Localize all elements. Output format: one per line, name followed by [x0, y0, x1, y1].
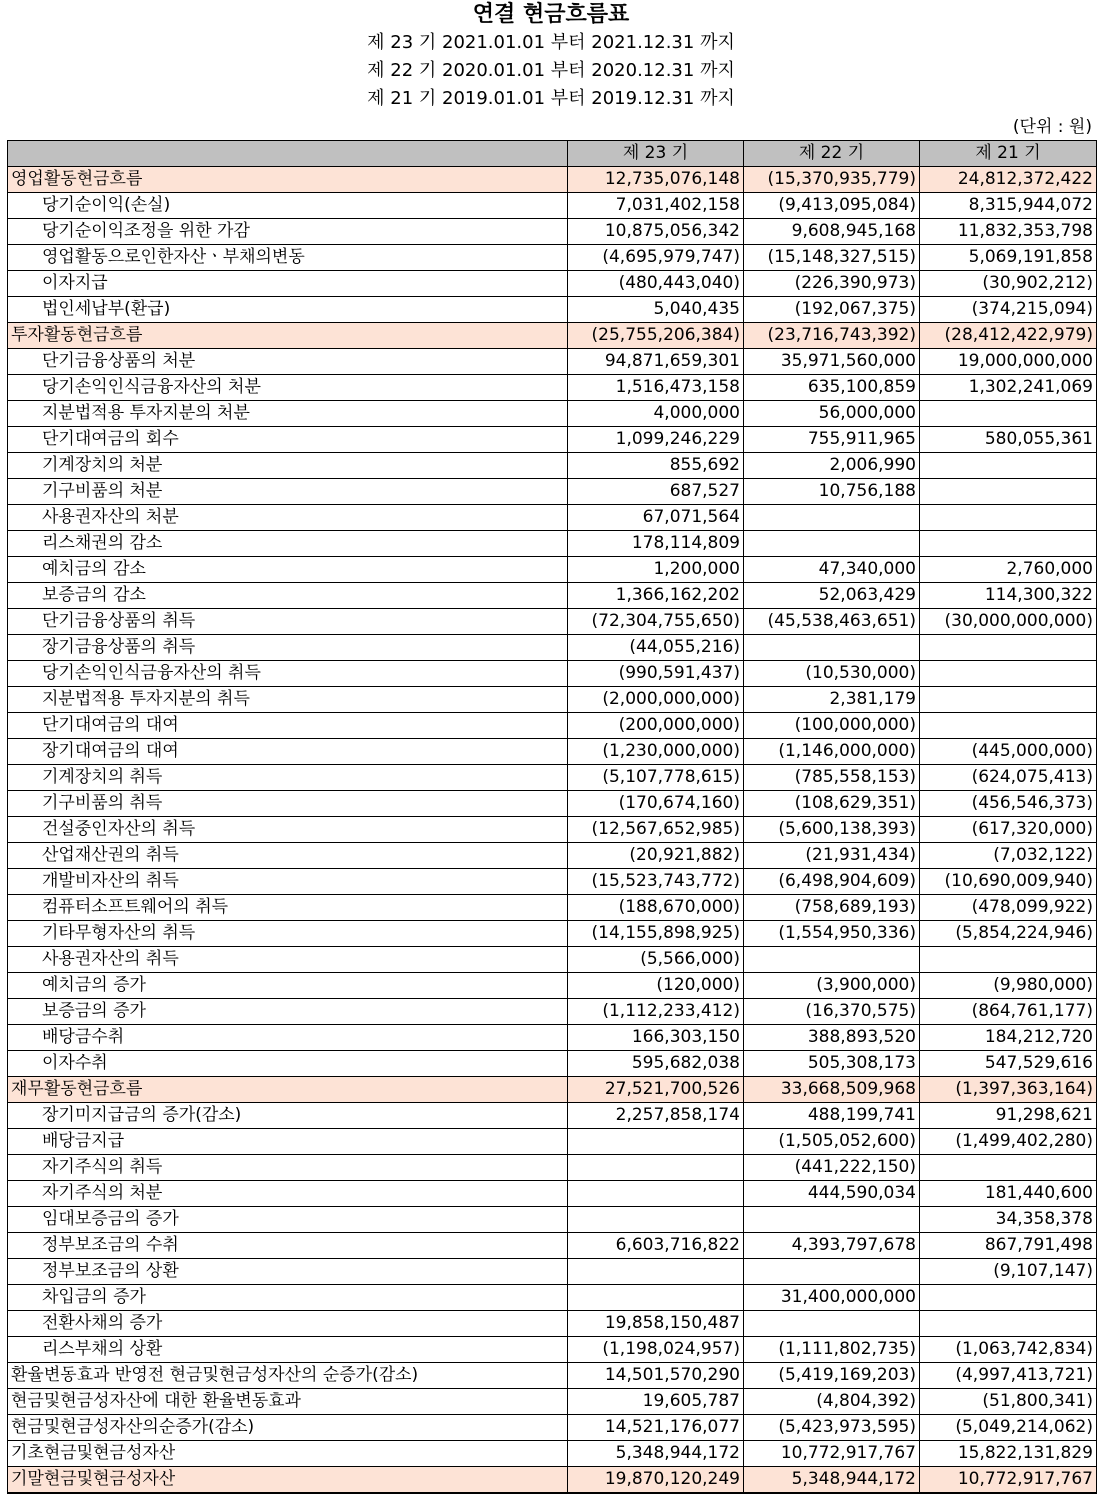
period-22-value: (1,146,000,000) — [744, 739, 920, 765]
period-21-value: (5,854,224,946) — [920, 921, 1097, 947]
table-row — [8, 479, 1097, 505]
period-23-value: (5,566,000) — [568, 947, 744, 973]
table-row — [8, 297, 1097, 323]
period-23-value — [568, 1207, 744, 1233]
row-label: 컴퓨터소프트웨어의 취득 — [8, 895, 568, 921]
row-label: 영업활동현금흐름 — [8, 167, 568, 193]
period-21-value — [920, 479, 1097, 505]
period-21-value — [920, 661, 1097, 687]
period-23-value: (5,107,778,615) — [568, 765, 744, 791]
row-label: 정부보조금의 수취 — [8, 1233, 568, 1259]
period-23-value — [568, 1155, 744, 1181]
period-23-value: (4,695,979,747) — [568, 245, 744, 271]
table-row — [8, 1337, 1097, 1363]
period-21-value: (374,215,094) — [920, 297, 1097, 323]
row-label: 배당금지급 — [8, 1129, 568, 1155]
row-label: 기계장치의 취득 — [8, 765, 568, 791]
period-23-value: (480,443,040) — [568, 271, 744, 297]
period-21-value: (9,107,147) — [920, 1259, 1097, 1285]
period-21-value — [920, 531, 1097, 557]
row-label: 차입금의 증가 — [8, 1285, 568, 1311]
period-21-value: 580,055,361 — [920, 427, 1097, 453]
period-22-value: 2,006,990 — [744, 453, 920, 479]
row-label: 현금및현금성자산에 대한 환율변동효과 — [8, 1389, 568, 1415]
period-23-value: 19,858,150,487 — [568, 1311, 744, 1337]
total-row — [8, 1441, 1097, 1467]
row-label: 지분법적용 투자지분의 처분 — [8, 401, 568, 427]
period-22-value: (9,413,095,084) — [744, 193, 920, 219]
period-23-value: (990,591,437) — [568, 661, 744, 687]
period-21-value: (4,997,413,721) — [920, 1363, 1097, 1389]
row-label: 기계장치의 처분 — [8, 453, 568, 479]
table-row — [8, 219, 1097, 245]
period-21-value: (478,099,922) — [920, 895, 1097, 921]
table-body — [8, 167, 1097, 1494]
row-label: 장기대여금의 대여 — [8, 739, 568, 765]
table-row — [8, 947, 1097, 973]
period-23-value: 14,501,570,290 — [568, 1363, 744, 1389]
period-22-value: (192,067,375) — [744, 297, 920, 323]
period-22-value: 388,893,520 — [744, 1025, 920, 1051]
column-header-22: 제 22 기 — [744, 141, 920, 167]
period-22-value: (226,390,973) — [744, 271, 920, 297]
period-21-value: (1,397,363,164) — [920, 1077, 1097, 1103]
table-row — [8, 973, 1097, 999]
period-22-value — [744, 505, 920, 531]
period-22-value: (108,629,351) — [744, 791, 920, 817]
column-header-21: 제 21 기 — [920, 141, 1097, 167]
table-row — [8, 609, 1097, 635]
row-label: 당기손익인식금융자산의 취득 — [8, 661, 568, 687]
period-21-value — [920, 1311, 1097, 1337]
period-22-value: 635,100,859 — [744, 375, 920, 401]
table-row — [8, 739, 1097, 765]
period-22-value: (10,530,000) — [744, 661, 920, 687]
period-21-value — [920, 505, 1097, 531]
period-23-value: 166,303,150 — [568, 1025, 744, 1051]
table-row — [8, 791, 1097, 817]
table-row — [8, 349, 1097, 375]
period-22-value: 505,308,173 — [744, 1051, 920, 1077]
row-label: 기말현금및현금성자산 — [8, 1467, 568, 1494]
period-22-value: (1,505,052,600) — [744, 1129, 920, 1155]
period-line-23: 제 23 기 2021.01.01 부터 2021.12.31 까지 — [367, 32, 735, 53]
period-22-value: (16,370,575) — [744, 999, 920, 1025]
period-23-value: 855,692 — [568, 453, 744, 479]
period-23-value — [568, 1129, 744, 1155]
period-22-value: (15,370,935,779) — [744, 167, 920, 193]
period-21-value — [920, 687, 1097, 713]
table-row — [8, 1207, 1097, 1233]
page-title: 연결 현금흐름표 — [472, 2, 630, 27]
table-row — [8, 505, 1097, 531]
table-row — [8, 531, 1097, 557]
table-row — [8, 999, 1097, 1025]
period-23-value: 12,735,076,148 — [568, 167, 744, 193]
period-21-value: 11,832,353,798 — [920, 219, 1097, 245]
period-23-value: (44,055,216) — [568, 635, 744, 661]
period-22-value: (4,804,392) — [744, 1389, 920, 1415]
period-23-value: 10,875,056,342 — [568, 219, 744, 245]
period-22-value: 56,000,000 — [744, 401, 920, 427]
period-21-value: (624,075,413) — [920, 765, 1097, 791]
period-21-value: 547,529,616 — [920, 1051, 1097, 1077]
period-23-value: (72,304,755,650) — [568, 609, 744, 635]
period-21-value: 8,315,944,072 — [920, 193, 1097, 219]
row-label: 개발비자산의 취득 — [8, 869, 568, 895]
period-21-value: (864,761,177) — [920, 999, 1097, 1025]
period-23-value: 19,605,787 — [568, 1389, 744, 1415]
period-23-value: (14,155,898,925) — [568, 921, 744, 947]
period-23-value: 19,870,120,249 — [568, 1467, 744, 1494]
period-23-value: (25,755,206,384) — [568, 323, 744, 349]
period-22-value: (441,222,150) — [744, 1155, 920, 1181]
period-22-value: 33,668,509,968 — [744, 1077, 920, 1103]
table-row — [8, 583, 1097, 609]
table-row — [8, 427, 1097, 453]
row-label: 사용권자산의 처분 — [8, 505, 568, 531]
table-row — [8, 895, 1097, 921]
section-row — [8, 167, 1097, 193]
period-22-value: 10,772,917,767 — [744, 1441, 920, 1467]
row-label: 재무활동현금흐름 — [8, 1077, 568, 1103]
table-row — [8, 843, 1097, 869]
row-label: 임대보증금의 증가 — [8, 1207, 568, 1233]
period-21-value: (30,902,212) — [920, 271, 1097, 297]
period-line-21: 제 21 기 2019.01.01 부터 2019.12.31 까지 — [367, 88, 735, 109]
period-21-value: (30,000,000,000) — [920, 609, 1097, 635]
row-label: 기초현금및현금성자산 — [8, 1441, 568, 1467]
period-21-value: (10,690,009,940) — [920, 869, 1097, 895]
table-row — [8, 1103, 1097, 1129]
table-row — [8, 401, 1097, 427]
period-21-value: (1,499,402,280) — [920, 1129, 1097, 1155]
period-23-value — [568, 1181, 744, 1207]
period-23-value — [568, 1285, 744, 1311]
period-23-value — [568, 1259, 744, 1285]
period-23-value: 1,200,000 — [568, 557, 744, 583]
table-row — [8, 245, 1097, 271]
row-label: 환율변동효과 반영전 현금및현금성자산의 순증가(감소) — [8, 1363, 568, 1389]
row-label: 장기미지급금의 증가(감소) — [8, 1103, 568, 1129]
row-label: 당기손익인식금융자산의 처분 — [8, 375, 568, 401]
column-header-item — [8, 141, 568, 167]
period-22-value: 10,756,188 — [744, 479, 920, 505]
column-header-23: 제 23 기 — [568, 141, 744, 167]
row-label: 보증금의 감소 — [8, 583, 568, 609]
period-22-value: (23,716,743,392) — [744, 323, 920, 349]
period-22-value: (1,111,802,735) — [744, 1337, 920, 1363]
row-label: 이자수취 — [8, 1051, 568, 1077]
period-21-value — [920, 453, 1097, 479]
table-header-row — [8, 141, 1097, 167]
period-23-value: 1,099,246,229 — [568, 427, 744, 453]
period-22-value: 4,393,797,678 — [744, 1233, 920, 1259]
period-22-value: (100,000,000) — [744, 713, 920, 739]
row-label: 건설중인자산의 취득 — [8, 817, 568, 843]
period-23-value: 67,071,564 — [568, 505, 744, 531]
period-23-value: (12,567,652,985) — [568, 817, 744, 843]
period-22-value: (758,689,193) — [744, 895, 920, 921]
period-22-value: 35,971,560,000 — [744, 349, 920, 375]
period-23-value: 7,031,402,158 — [568, 193, 744, 219]
period-23-value: (200,000,000) — [568, 713, 744, 739]
row-label: 배당금수취 — [8, 1025, 568, 1051]
total-row — [8, 1389, 1097, 1415]
period-21-value: 2,760,000 — [920, 557, 1097, 583]
period-21-value: 91,298,621 — [920, 1103, 1097, 1129]
table-row — [8, 375, 1097, 401]
row-label: 자기주식의 취득 — [8, 1155, 568, 1181]
period-22-value — [744, 1259, 920, 1285]
period-21-value: 5,069,191,858 — [920, 245, 1097, 271]
row-label: 예치금의 감소 — [8, 557, 568, 583]
row-label: 기구비품의 처분 — [8, 479, 568, 505]
table-row — [8, 1285, 1097, 1311]
table-row — [8, 1025, 1097, 1051]
period-21-value: (7,032,122) — [920, 843, 1097, 869]
period-23-value: (188,670,000) — [568, 895, 744, 921]
period-21-value: (617,320,000) — [920, 817, 1097, 843]
row-label: 현금및현금성자산의순증가(감소) — [8, 1415, 568, 1441]
period-23-value: 1,366,162,202 — [568, 583, 744, 609]
table-row — [8, 635, 1097, 661]
period-21-value: 24,812,372,422 — [920, 167, 1097, 193]
table-row — [8, 271, 1097, 297]
period-23-value: (170,674,160) — [568, 791, 744, 817]
period-23-value: (1,112,233,412) — [568, 999, 744, 1025]
period-21-value: 867,791,498 — [920, 1233, 1097, 1259]
period-22-value: 444,590,034 — [744, 1181, 920, 1207]
row-label: 당기순이익조정을 위한 가감 — [8, 219, 568, 245]
period-21-value: 15,822,131,829 — [920, 1441, 1097, 1467]
unit-label: (단위 : 원) — [1012, 117, 1092, 137]
period-22-value — [744, 1311, 920, 1337]
period-23-value: 687,527 — [568, 479, 744, 505]
table-row — [8, 1311, 1097, 1337]
period-23-value: 6,603,716,822 — [568, 1233, 744, 1259]
period-23-value: (1,230,000,000) — [568, 739, 744, 765]
period-23-value: (120,000) — [568, 973, 744, 999]
table-row — [8, 1259, 1097, 1285]
period-21-value: 114,300,322 — [920, 583, 1097, 609]
row-label: 영업활동으로인한자산ㆍ부채의변동 — [8, 245, 568, 271]
table-row — [8, 1181, 1097, 1207]
period-22-value: 755,911,965 — [744, 427, 920, 453]
period-22-value: (21,931,434) — [744, 843, 920, 869]
period-21-value: (9,980,000) — [920, 973, 1097, 999]
table-row — [8, 557, 1097, 583]
period-21-value — [920, 635, 1097, 661]
row-label: 당기순이익(손실) — [8, 193, 568, 219]
table-row — [8, 765, 1097, 791]
period-22-value: 9,608,945,168 — [744, 219, 920, 245]
table-row — [8, 817, 1097, 843]
row-label: 산업재산권의 취득 — [8, 843, 568, 869]
period-22-value: (1,554,950,336) — [744, 921, 920, 947]
row-label: 사용권자산의 취득 — [8, 947, 568, 973]
period-21-value — [920, 1155, 1097, 1181]
period-23-value: 27,521,700,526 — [568, 1077, 744, 1103]
period-21-value: 184,212,720 — [920, 1025, 1097, 1051]
period-22-value: (5,419,169,203) — [744, 1363, 920, 1389]
period-21-value — [920, 401, 1097, 427]
period-22-value — [744, 635, 920, 661]
period-21-value: (445,000,000) — [920, 739, 1097, 765]
period-23-value: (20,921,882) — [568, 843, 744, 869]
period-22-value: 31,400,000,000 — [744, 1285, 920, 1311]
row-label: 단기대여금의 회수 — [8, 427, 568, 453]
row-label: 보증금의 증가 — [8, 999, 568, 1025]
period-22-value: (6,498,904,609) — [744, 869, 920, 895]
period-23-value: (15,523,743,772) — [568, 869, 744, 895]
table-row — [8, 921, 1097, 947]
period-22-value — [744, 531, 920, 557]
period-23-value: 4,000,000 — [568, 401, 744, 427]
row-label: 기구비품의 취득 — [8, 791, 568, 817]
period-line-22: 제 22 기 2020.01.01 부터 2020.12.31 까지 — [367, 60, 735, 81]
period-21-value: 1,302,241,069 — [920, 375, 1097, 401]
period-22-value: (5,600,138,393) — [744, 817, 920, 843]
period-22-value: 2,381,179 — [744, 687, 920, 713]
cash-flow-table — [7, 140, 1097, 1494]
period-22-value — [744, 947, 920, 973]
table-row — [8, 661, 1097, 687]
row-label: 리스부채의 상환 — [8, 1337, 568, 1363]
period-21-value: 19,000,000,000 — [920, 349, 1097, 375]
table-row — [8, 453, 1097, 479]
period-23-value: 1,516,473,158 — [568, 375, 744, 401]
period-21-value: 181,440,600 — [920, 1181, 1097, 1207]
period-23-value: 14,521,176,077 — [568, 1415, 744, 1441]
period-22-value: (45,538,463,651) — [744, 609, 920, 635]
row-label: 정부보조금의 상환 — [8, 1259, 568, 1285]
period-21-value — [920, 947, 1097, 973]
period-21-value — [920, 1285, 1097, 1311]
period-22-value — [744, 1207, 920, 1233]
period-21-value: (5,049,214,062) — [920, 1415, 1097, 1441]
period-22-value: 488,199,741 — [744, 1103, 920, 1129]
period-21-value: (28,412,422,979) — [920, 323, 1097, 349]
row-label: 투자활동현금흐름 — [8, 323, 568, 349]
period-22-value: 5,348,944,172 — [744, 1467, 920, 1494]
table-row — [8, 869, 1097, 895]
period-23-value: 178,114,809 — [568, 531, 744, 557]
table-row — [8, 193, 1097, 219]
period-23-value: 5,348,944,172 — [568, 1441, 744, 1467]
period-22-value: (785,558,153) — [744, 765, 920, 791]
row-label: 지분법적용 투자지분의 취득 — [8, 687, 568, 713]
row-label: 이자지급 — [8, 271, 568, 297]
period-22-value: 47,340,000 — [744, 557, 920, 583]
table-row — [8, 1051, 1097, 1077]
period-21-value: 10,772,917,767 — [920, 1467, 1097, 1494]
row-label: 단기금융상품의 취득 — [8, 609, 568, 635]
period-21-value: 34,358,378 — [920, 1207, 1097, 1233]
table-row — [8, 1233, 1097, 1259]
period-22-value: (15,148,327,515) — [744, 245, 920, 271]
period-23-value: 5,040,435 — [568, 297, 744, 323]
total-row — [8, 1415, 1097, 1441]
row-label: 법인세납부(환급) — [8, 297, 568, 323]
total-row — [8, 1363, 1097, 1389]
period-23-value: (1,198,024,957) — [568, 1337, 744, 1363]
row-label: 전환사채의 증가 — [8, 1311, 568, 1337]
period-21-value: (1,063,742,834) — [920, 1337, 1097, 1363]
section-row — [8, 1467, 1097, 1494]
period-23-value: (2,000,000,000) — [568, 687, 744, 713]
row-label: 단기대여금의 대여 — [8, 713, 568, 739]
period-23-value: 2,257,858,174 — [568, 1103, 744, 1129]
table-row — [8, 1155, 1097, 1181]
row-label: 자기주식의 처분 — [8, 1181, 568, 1207]
period-22-value: 52,063,429 — [744, 583, 920, 609]
row-label: 기타무형자산의 취득 — [8, 921, 568, 947]
row-label: 리스채권의 감소 — [8, 531, 568, 557]
table-row — [8, 713, 1097, 739]
period-23-value: 595,682,038 — [568, 1051, 744, 1077]
period-22-value: (5,423,973,595) — [744, 1415, 920, 1441]
section-row — [8, 1077, 1097, 1103]
period-22-value: (3,900,000) — [744, 973, 920, 999]
table-row — [8, 687, 1097, 713]
period-21-value: (456,546,373) — [920, 791, 1097, 817]
row-label: 장기금융상품의 취득 — [8, 635, 568, 661]
row-label: 예치금의 증가 — [8, 973, 568, 999]
table-row — [8, 1129, 1097, 1155]
period-23-value: 94,871,659,301 — [568, 349, 744, 375]
period-21-value — [920, 713, 1097, 739]
row-label: 단기금융상품의 처분 — [8, 349, 568, 375]
period-21-value: (51,800,341) — [920, 1389, 1097, 1415]
section-row — [8, 323, 1097, 349]
